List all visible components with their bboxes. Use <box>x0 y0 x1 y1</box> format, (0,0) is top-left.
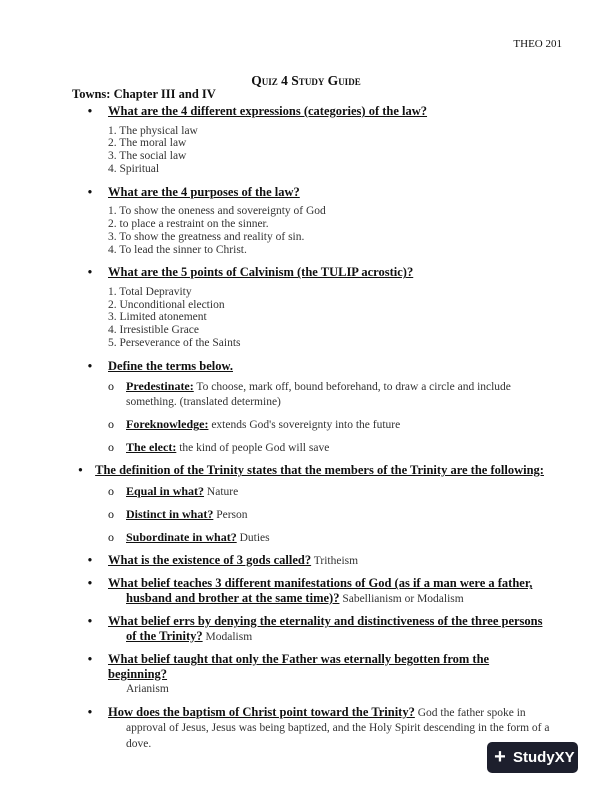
question-7 <box>72 576 550 606</box>
section-heading: Towns: Chapter III and IV <box>72 87 216 101</box>
question-5-text: The definition of the Trinity states that the members of the Trinity are the following: <box>95 463 544 478</box>
question-8 <box>72 614 550 644</box>
trinity-distinct <box>72 507 550 522</box>
list-item: 2. to place a restraint on the sinner. <box>108 217 269 230</box>
bullet-icon: • <box>87 184 93 199</box>
bullet-icon: • <box>72 463 96 478</box>
badge-label: StudyXY <box>513 749 575 766</box>
question-6-answer: Tritheism <box>311 554 359 567</box>
question-9-text: What belief taught that only the Father was eternally begotten from the beginning? <box>108 652 490 681</box>
bullet-icon: • <box>87 652 93 667</box>
circle-bullet-icon: o <box>108 483 114 498</box>
list-item: 3. Limited atonement <box>108 311 207 324</box>
list-item: 4. Irresistible Grace <box>108 324 200 337</box>
question-10-answer: God the father spoke in approval of Jesus, Jesus was being baptized, and the Holy Spirit descending in the form of a dove. <box>126 706 550 750</box>
circle-bullet-icon: o <box>108 379 114 394</box>
trinity-question: Distinct in what? <box>126 506 214 521</box>
question-10-text: How does the baptism of Christ point toward the Trinity? <box>108 704 415 719</box>
question-3 <box>72 265 550 280</box>
term-definition: To choose, mark off, bound beforehand, to draw a circle and include something. (translated determine) <box>126 381 511 409</box>
circle-bullet-icon: o <box>108 417 114 432</box>
trinity-subordinate <box>72 530 550 545</box>
trinity-question: Subordinate in what? <box>126 529 237 544</box>
list-item: 4. Spiritual <box>108 162 160 175</box>
bullet-icon: • <box>87 614 93 629</box>
trinity-answer: Nature <box>204 485 239 498</box>
term-definition: extends God's sovereignty into the future <box>208 419 401 432</box>
question-5 <box>72 463 550 478</box>
question-2-text: What are the 4 purposes of the law? <box>108 184 300 199</box>
page-title: Quiz 4 Study Guide <box>251 73 361 88</box>
circle-bullet-icon: o <box>108 529 114 544</box>
circle-bullet-icon: o <box>108 506 114 521</box>
term-predestinate <box>72 379 550 409</box>
list-item: 2. Unconditional election <box>108 298 225 311</box>
question-4 <box>72 359 550 374</box>
question-1 <box>72 104 550 119</box>
list-item: 3. To show the greatness and reality of sin. <box>108 230 305 243</box>
term-definition: the kind of people God will save <box>176 442 330 455</box>
question-2-answers <box>108 205 550 256</box>
question-1-answers <box>108 125 550 176</box>
question-7-text: What belief teaches 3 different manifestations of God (as if a man were a father, husband and brother at the same time)? <box>108 576 533 605</box>
question-7-answer: Sabellianism or Modalism <box>339 592 464 605</box>
list-item: 3. The social law <box>108 150 187 163</box>
study-guide-content <box>72 104 550 757</box>
term-foreknowledge <box>72 417 550 432</box>
term-label: The elect: <box>126 440 177 455</box>
bullet-icon: • <box>87 358 93 373</box>
question-8-text: What belief errs by denying the eternality and distinctiveness of the three persons of the Trinity? <box>108 614 543 643</box>
list-item: 1. To show the oneness and sovereignty of God <box>108 205 326 218</box>
question-3-answers <box>108 286 550 350</box>
term-elect <box>72 440 550 455</box>
trinity-equal <box>72 484 550 499</box>
bullet-icon: • <box>87 265 93 280</box>
list-item: 5. Perseverance of the Saints <box>108 337 241 350</box>
list-item: 1. Total Depravity <box>108 285 192 298</box>
question-2 <box>72 185 550 200</box>
question-4-text: Define the terms below. <box>108 358 233 373</box>
trinity-answer: Person <box>213 508 248 521</box>
trinity-answer: Duties <box>236 531 270 544</box>
term-label: Predestinate: <box>126 379 194 394</box>
bullet-icon: • <box>87 104 93 118</box>
studyxy-badge[interactable] <box>487 742 578 773</box>
question-9 <box>72 652 550 697</box>
question-8-answer: Modalism <box>202 630 253 643</box>
list-item: 1. The physical law <box>108 124 198 137</box>
bullet-icon: • <box>87 704 93 719</box>
list-item: 2. The moral law <box>108 137 187 150</box>
question-3-text: What are the 5 points of Calvinism (the TULIP acrostic)? <box>108 265 414 280</box>
question-10 <box>72 705 550 752</box>
term-label: Foreknowledge: <box>126 417 209 432</box>
question-6-text: What is the existence of 3 gods called? <box>108 552 312 567</box>
course-code: THEO 201 <box>513 38 562 50</box>
trinity-question: Equal in what? <box>126 483 205 498</box>
question-1-text: What are the 4 different expressions (categories) of the law? <box>108 104 428 118</box>
circle-bullet-icon: o <box>108 440 114 455</box>
plus-icon: + <box>494 746 506 768</box>
question-6 <box>72 553 550 569</box>
bullet-icon: • <box>87 576 93 591</box>
question-9-answer: Arianism <box>126 683 169 696</box>
bullet-icon: • <box>87 552 93 567</box>
list-item: 4. To lead the sinner to Christ. <box>108 243 247 256</box>
